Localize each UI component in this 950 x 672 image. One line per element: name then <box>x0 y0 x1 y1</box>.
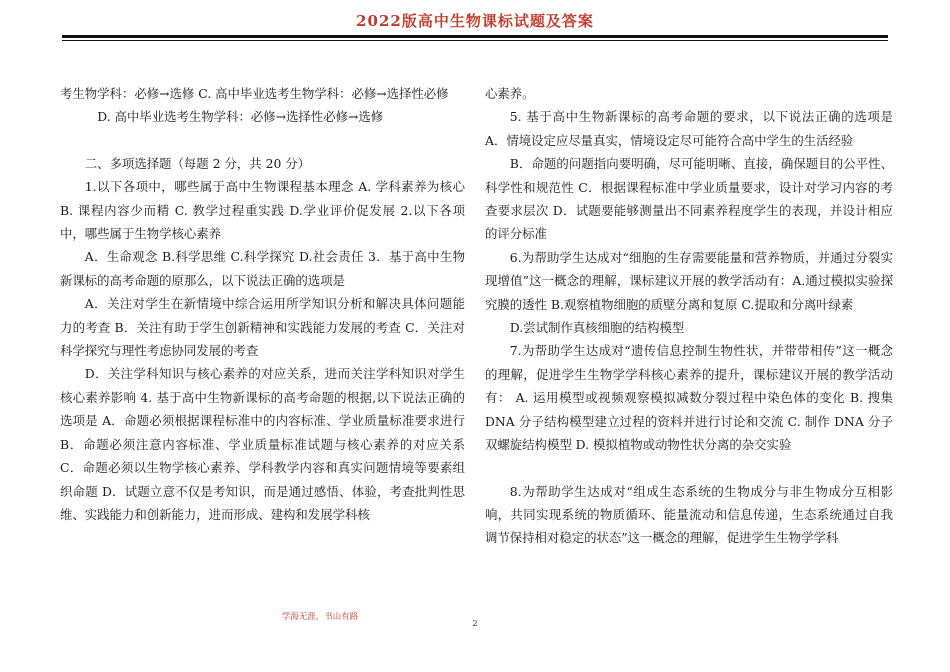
paragraph: 1.以下各项中，哪些属于高中生物课程基本理念 A. 学科素养为核心 B. 课程内容少而精 C. 教学过程重实践 D.学业评价促发展 2.以下各项中，哪些属于生物学核心素养 <box>60 179 465 242</box>
paragraph: 心素养。 <box>485 86 535 101</box>
paragraph: A．关注对学生在新情境中综合运用所学知识分析和解决具体问题能力的考查 B．关注有助于学生创新精神和实践能力发展的考查 C．关注对科学探究与理性考虑协同发展的考查 <box>60 296 465 359</box>
paragraph: D．关注学科知识与核心素养的对应关系，进而关注学科知识对学生核心素养影响 4. 基于高中生物新课标的高考命题的根据,以下说法正确的选项是 A．命题必须根据课程标准中的内容标准、学业质量标准要求进行 B．命题必须注意内容标准、学业质量标准试题与核心素养的对应关系 C．命题必须以生物学核心素养、学科教学内容和真实问题情境等要素组织命题 D．试题立意不仅是考知识，而是通过感悟、体验，考查批判性思维、实践能力和创新能力，进而形成、建构和发展学科核 <box>60 366 465 522</box>
paragraph: A．生命观念 B.科学思维 C.科学探究 D.社会责任 3．基于高中生物新课标的高考命题的原那么，以下说法正确的选项是 <box>60 249 465 288</box>
left-column <box>60 82 465 526</box>
paragraph: 考生物学科：必修→选修 C. 高中毕业选考生物学科：必修→选择性必修 <box>60 86 449 101</box>
footer-motto: 学海无涯，书山有路 <box>281 612 359 622</box>
paragraph: D.尝试制作真核细胞的结构模型 <box>509 320 685 336</box>
paragraph-gap <box>485 457 893 480</box>
page-number: 2 <box>472 619 478 628</box>
paragraph: 7.为帮助学生达成对“遗传信息控制生物性状，并带带相传”这一概念的理解，促进学生生物学学科核心素养的提升，课标建议开展的教学活动有： A. 运用模型或视频观察模拟减数分裂过程中染色体的变化 B. 搜集 DNA 分子结构模型建立过程的资料并进行讨论和交流 C. 制作 DNA 分子双螺旋结构模型 D. 模拟植物或动物性状分离的杂交实验 <box>485 343 893 453</box>
paragraph: D. 高中毕业选考生物学科：必修→选择性必修→选修 <box>97 109 384 125</box>
header-rule-thin <box>62 40 888 41</box>
right-column <box>485 82 893 550</box>
paragraph: 5. 基于高中生物新课标的高考命题的要求，以下说法正确的选项是 A．情境设定应尽量真实，情境设定尽可能符合高中学生的生活经验 <box>485 109 893 148</box>
paragraph: 6.为帮助学生达成对“细胞的生存需要能量和营养物质，并通过分裂实现增值”这一概念的理解，课标建议开展的教学活动有：A.通过模拟实验探究膜的透性 B.观察植物细胞的质壁分离和复原 C.提取和分离叶绿素 <box>485 249 893 312</box>
paragraph: 二、多项选择题（每题 2 分，共 20 分） <box>84 155 311 171</box>
paragraph-gap <box>60 129 465 152</box>
paragraph: 8.为帮助学生达成对“组成生态系统的生物成分与非生物成分互相影响，共同实现系统的物质循环、能量流动和信息传递，生态系统通过自我调节保持相对稳定的状态”这一概念的理解，促进学生生物学学科 <box>485 483 893 546</box>
paragraph: B．命题的问题指向要明确，尽可能明晰、直接，确保题目的公平性、科学性和规范性 C．根据课程标准中学业质量要求，设计对学习内容的考查要求层次 D．试题要能够测量出不同素养程度学生的表现，并设计相应的评分标准 <box>485 156 893 242</box>
header-rule-thick <box>62 35 888 38</box>
page-header-title: 2022版高中生物课标试题及答案 <box>356 12 594 30</box>
